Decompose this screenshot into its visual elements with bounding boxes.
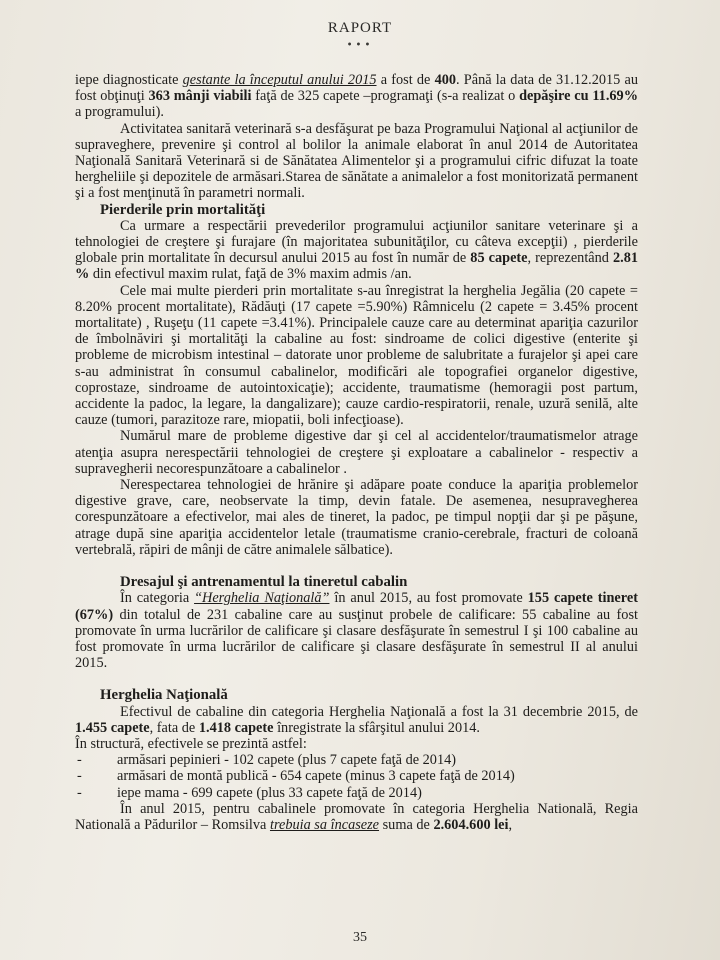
- text: Ca urmare a respectării prevederilor programului acţiunilor sanitare veterinare şi a tehnologiei de creştere şi furajare (în majoritatea subunităţilor, cu câteva excepţii) , pierderile globale prin mortalitate în decursul anului 2015 au fost în număr de: [75, 217, 638, 267]
- bold-value: 363 mânji viabili: [148, 88, 252, 105]
- list-item: - armăsari de montă publică - 654 capete (minus 3 capete faţă de 2014): [75, 768, 638, 784]
- bold-value: 155 capete tineret (67%): [75, 590, 638, 623]
- text: suma de: [379, 816, 434, 833]
- header-ornament: •••: [346, 40, 374, 51]
- paragraph-sanitary: Activitatea sanitară veterinară s-a desfăşurat pe baza Programului Naţional al acţiunilor de supraveghere, prevenire şi control al bolilor la animale elaborat în anul 2014 de Autoritatea Naţională Sanitară Veterinară si de Sănătatea Alimentelor şi a programului cifric difuzat la toate hergheliile şi depozitele de armăsari.Starea de sănătate a animalelor a fost monitorizată permanent şi a fost menţinută în parametri normali.: [75, 120, 638, 202]
- heading-herghelia: Herghelia Naţională: [100, 687, 228, 704]
- underlined-phrase: “Herghelia Naţională”: [194, 590, 330, 607]
- heading-mortality: Pierderile prin mortalităţi: [100, 201, 266, 218]
- bold-value: 2.604.600 lei: [433, 816, 509, 833]
- heading-training: Dresajul şi antrenamentul la tineretul cabalin: [120, 574, 408, 591]
- text: din efectivul maxim rulat, faţă de 3% maxim admis /an.: [89, 266, 412, 283]
- structure-list: [75, 752, 638, 801]
- underlined-phrase: trebuia sa încaseze: [269, 816, 380, 833]
- text: faţă de 325 capete –programaţi (s-a realizat o: [251, 88, 520, 105]
- text: În anul 2015, pentru cabalinele promovate în categoria Herghelia Natională, Regia Natională a Pădurilor – Romsilva: [75, 800, 638, 833]
- bold-value: 2.81 %: [75, 250, 638, 283]
- paragraph-mortality-global: [75, 218, 638, 283]
- text: a programului).: [75, 104, 164, 121]
- text: . Până la data de 31.12.2015 au fost obţinuţi: [75, 72, 639, 105]
- paragraph-feeding: Nerespectarea tehnologiei de hrănire şi adăpare poate conduce la apariţia problemelor digestive grave, care, neobservate la timp, devin fatale. De asemenea, nesupravegherea corespunzătoare a efectivelor, mai ales de tineret, la padoc, pe timpul nopţii dar şi pe păşune, atrage după sine apariţia accidentelor letale (traumatisme cranio-cerebrale, fracturi de coloană vertebrală, răpiri de mânji de către animalele sălbatice).: [75, 477, 638, 558]
- text: În categoria: [120, 590, 195, 607]
- text: ,: [508, 816, 513, 833]
- bold-value: 400: [434, 72, 457, 88]
- text: , fata de: [149, 719, 199, 736]
- text: din totalul de 231 cabaline care au susţinut probele de calificare: 55 cabaline au fost promovate în urma lucrărilor de calificare şi clasare desfăşurate în semestrul I şi 100 cabaline au fost promovate în urma lucrărilor de calificare şi clasare desfăşurate în semestrul II al anului 2015.: [75, 606, 638, 672]
- text: înregistrate la sfârşitul anului 2014.: [273, 719, 480, 736]
- bold-value: 1.455 capete: [75, 719, 150, 736]
- text: , reprezentând: [527, 250, 613, 267]
- paragraph-mortality-causes: Cele mai multe pierderi prin mortalitate s-au înregistrat la herghelia Jegălia (20 capete = 8.20% procent mortalitate), Rădăuţi (17 capete =5.90%) Râmnicelu (2 capete = 3.45% procent mortalitate) , Ruşeţu (11 capete =3.41%). Principalele cauze care au determinat apariţia cazurilor de îmbolnăviri şi mortalităţi la cabaline au fost: sindroame de colici digestive (enterite şi probleme de microbism intestinal – datorate unor probleme de salubritate a furajelor şi apei care s-au administrat în consumul cabalinelor, modificări ale topografiei organelor digestive, coprostaze, sindroame de autointoxicaţie); accidente, traumatisme (hemoragii post partum, accidente la padoc, la legare, la dangalizare); cauze cardio-respiratorii, renale, uzură senilă, alte cauze (tumori, parazitoze rare, miopatii, boli infecţioase).: [75, 282, 638, 429]
- text: Efectivul de cabaline din categoria Herghelia Naţională a fost la 31 decembrie 2015, de: [120, 703, 638, 720]
- list-item: - iepe mama - 699 capete (plus 33 capete faţă de 2014): [75, 785, 638, 801]
- paragraph-revenue: [75, 801, 638, 833]
- bold-value: 1.418 capete: [198, 719, 274, 736]
- paragraph-herd-size: [75, 704, 638, 736]
- report-body: [75, 72, 638, 833]
- paragraph-digestive: Numărul mare de probleme digestive dar şi cel al accidentelor/traumatismelor atrage atenţia asupra nerespectării tehnologiei de creştere şi exploatare a cabalinelor - respectiv a supravegherii necorespunzătoare a cabalinelor .: [75, 428, 638, 477]
- paragraph-training: [75, 590, 638, 671]
- page-number: 35: [353, 930, 367, 945]
- bold-value: depăşire cu 11.69%: [519, 88, 639, 105]
- text: în anul 2015, au fost promovate: [329, 590, 528, 607]
- bold-value: 85 capete: [470, 250, 528, 267]
- paragraph-structure: În structură, efectivele se prezintă astfel:: [75, 735, 307, 752]
- text: a fost de: [376, 72, 435, 88]
- text: iepe diagnosticate: [75, 72, 183, 88]
- running-header: RAPORT: [327, 20, 393, 36]
- underlined-phrase: gestante la începutul anului 2015: [182, 72, 377, 88]
- paragraph-gestation: [75, 72, 638, 121]
- list-item: - armăsari pepinieri - 102 capete (plus 7 capete faţă de 2014): [75, 752, 638, 768]
